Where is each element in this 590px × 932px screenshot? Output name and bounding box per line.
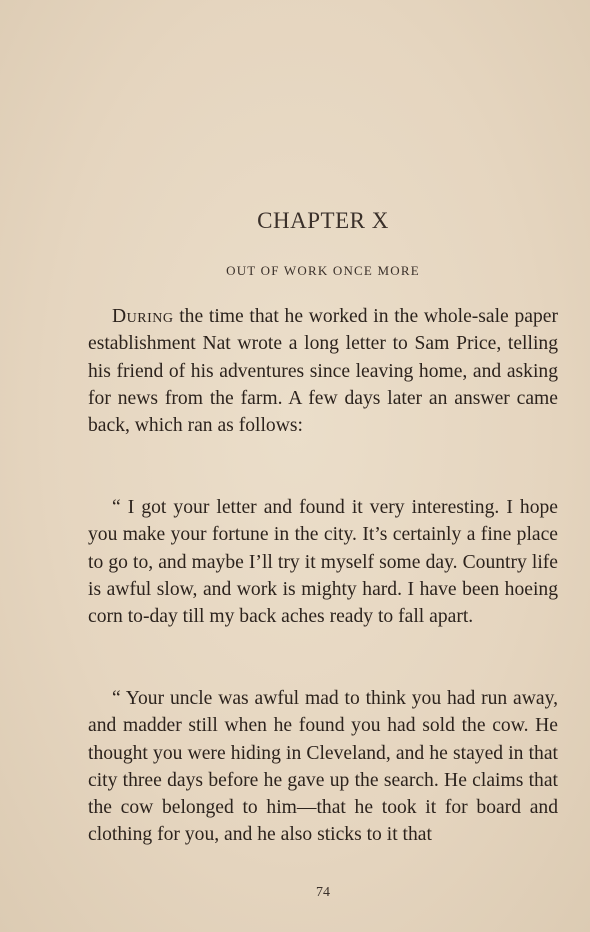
paragraph-text: the time that he worked in the whole-sale paper establishment Nat wrote a long letter to Sam Price, telling his friend of his adventures since leaving home, and asking for news from the farm. A few days later an answer came back, which ran as follows:	[88, 306, 558, 437]
chapter-subtitle: OUT OF WORK ONCE MORE	[226, 263, 420, 278]
paragraph-3: “ Your uncle was awful mad to think you had run away, and madder still when he found you had sold the cow. He thought you were hiding in Cleveland, and he stayed in that city three days before he gave up the search. He claims that the cow belonged to him—that he took it for board and clothing for you, and he also sticks to it that	[88, 688, 558, 846]
paragraph-2: “ I got your letter and found it very interesting. I hope you make your fortune in the city. It’s certainly a fine place to go to, and maybe I’ll try it myself some day. Country life is awful slow, and work is mighty hard. I have been hoeing corn to-day till my back aches ready to fall apart.	[88, 497, 558, 628]
paragraph-1	[88, 303, 558, 439]
page-number: 74	[316, 885, 330, 900]
paragraph-lead-word: During	[112, 306, 174, 327]
chapter-title: CHAPTER X	[257, 208, 389, 233]
